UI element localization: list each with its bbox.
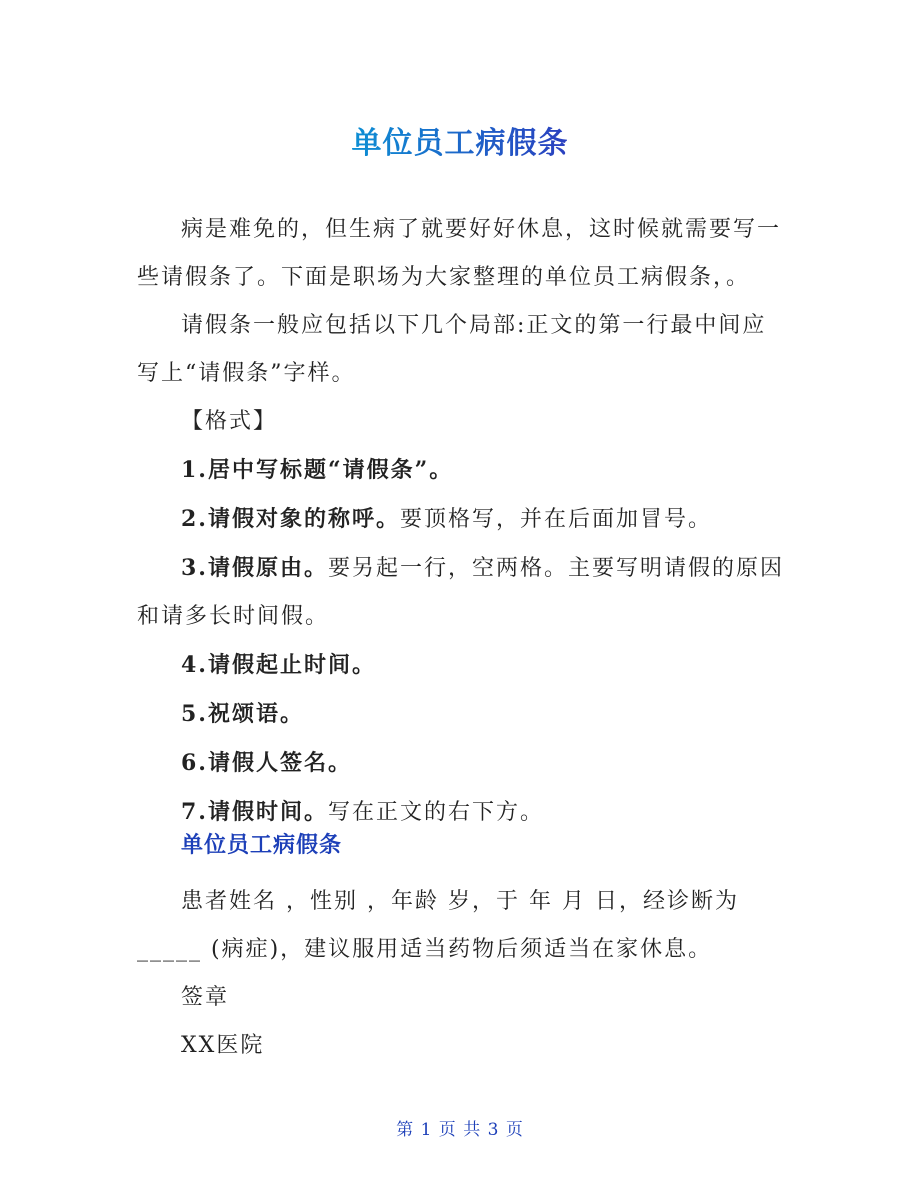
intro-paragraph: 病是难免的，但生病了就要好好休息，这时候就需要写一些请假条了。下面是职场为大家整理的单位员工病假条，。 <box>137 217 782 290</box>
document-title <box>0 118 920 162</box>
list-item <box>137 641 787 690</box>
list-item-bold: 1.居中写标题“请假条”。 <box>181 457 454 483</box>
list-item <box>137 544 787 641</box>
list-item <box>137 739 787 788</box>
format-intro-paragraph: 请假条一般应包括以下几个局部:正文的第一行最中间应写上“请假条”字样。 <box>137 313 767 386</box>
hospital-name: XX医院 <box>181 1033 265 1058</box>
section-title: 单位员工病假条 <box>181 833 343 858</box>
sick-note-line: 患者姓名 ，性别 ，年龄 岁，于 年 月 日，经诊断为 <box>181 889 739 914</box>
list-item-bold: 3.请假原由。 <box>181 555 328 581</box>
list-item <box>137 446 787 495</box>
document-body <box>137 206 787 837</box>
list-item <box>137 495 787 544</box>
list-item-bold: 7.请假时间。 <box>181 799 328 825</box>
list-item-text: 写在正文的右下方。 <box>327 800 544 825</box>
list-item-bold: 4.请假起止时间。 <box>181 652 376 678</box>
sick-note-line: _____ (病症)，建议服用适当药物后须适当在家休息。 <box>137 937 713 962</box>
page-footer: 第 1 页 共 3 页 <box>396 1120 524 1140</box>
format-heading: 【格式】 <box>181 409 278 434</box>
list-item-bold: 6.请假人签名。 <box>181 750 352 776</box>
list-item-text: 要另起一行，空两格。主要写明请假的原因和请多长时间假。 <box>137 556 784 629</box>
list-item <box>137 690 787 739</box>
sick-note-body <box>137 878 787 1070</box>
signature-label: 签章 <box>181 985 230 1010</box>
document-title-text: 单位员工病假条 <box>351 126 569 161</box>
list-item-bold: 5.祝颂语。 <box>181 701 304 727</box>
list-item-text: 要顶格写，并在后面加冒号。 <box>399 507 712 532</box>
list-item-bold: 2.请假对象的称呼。 <box>181 506 400 532</box>
